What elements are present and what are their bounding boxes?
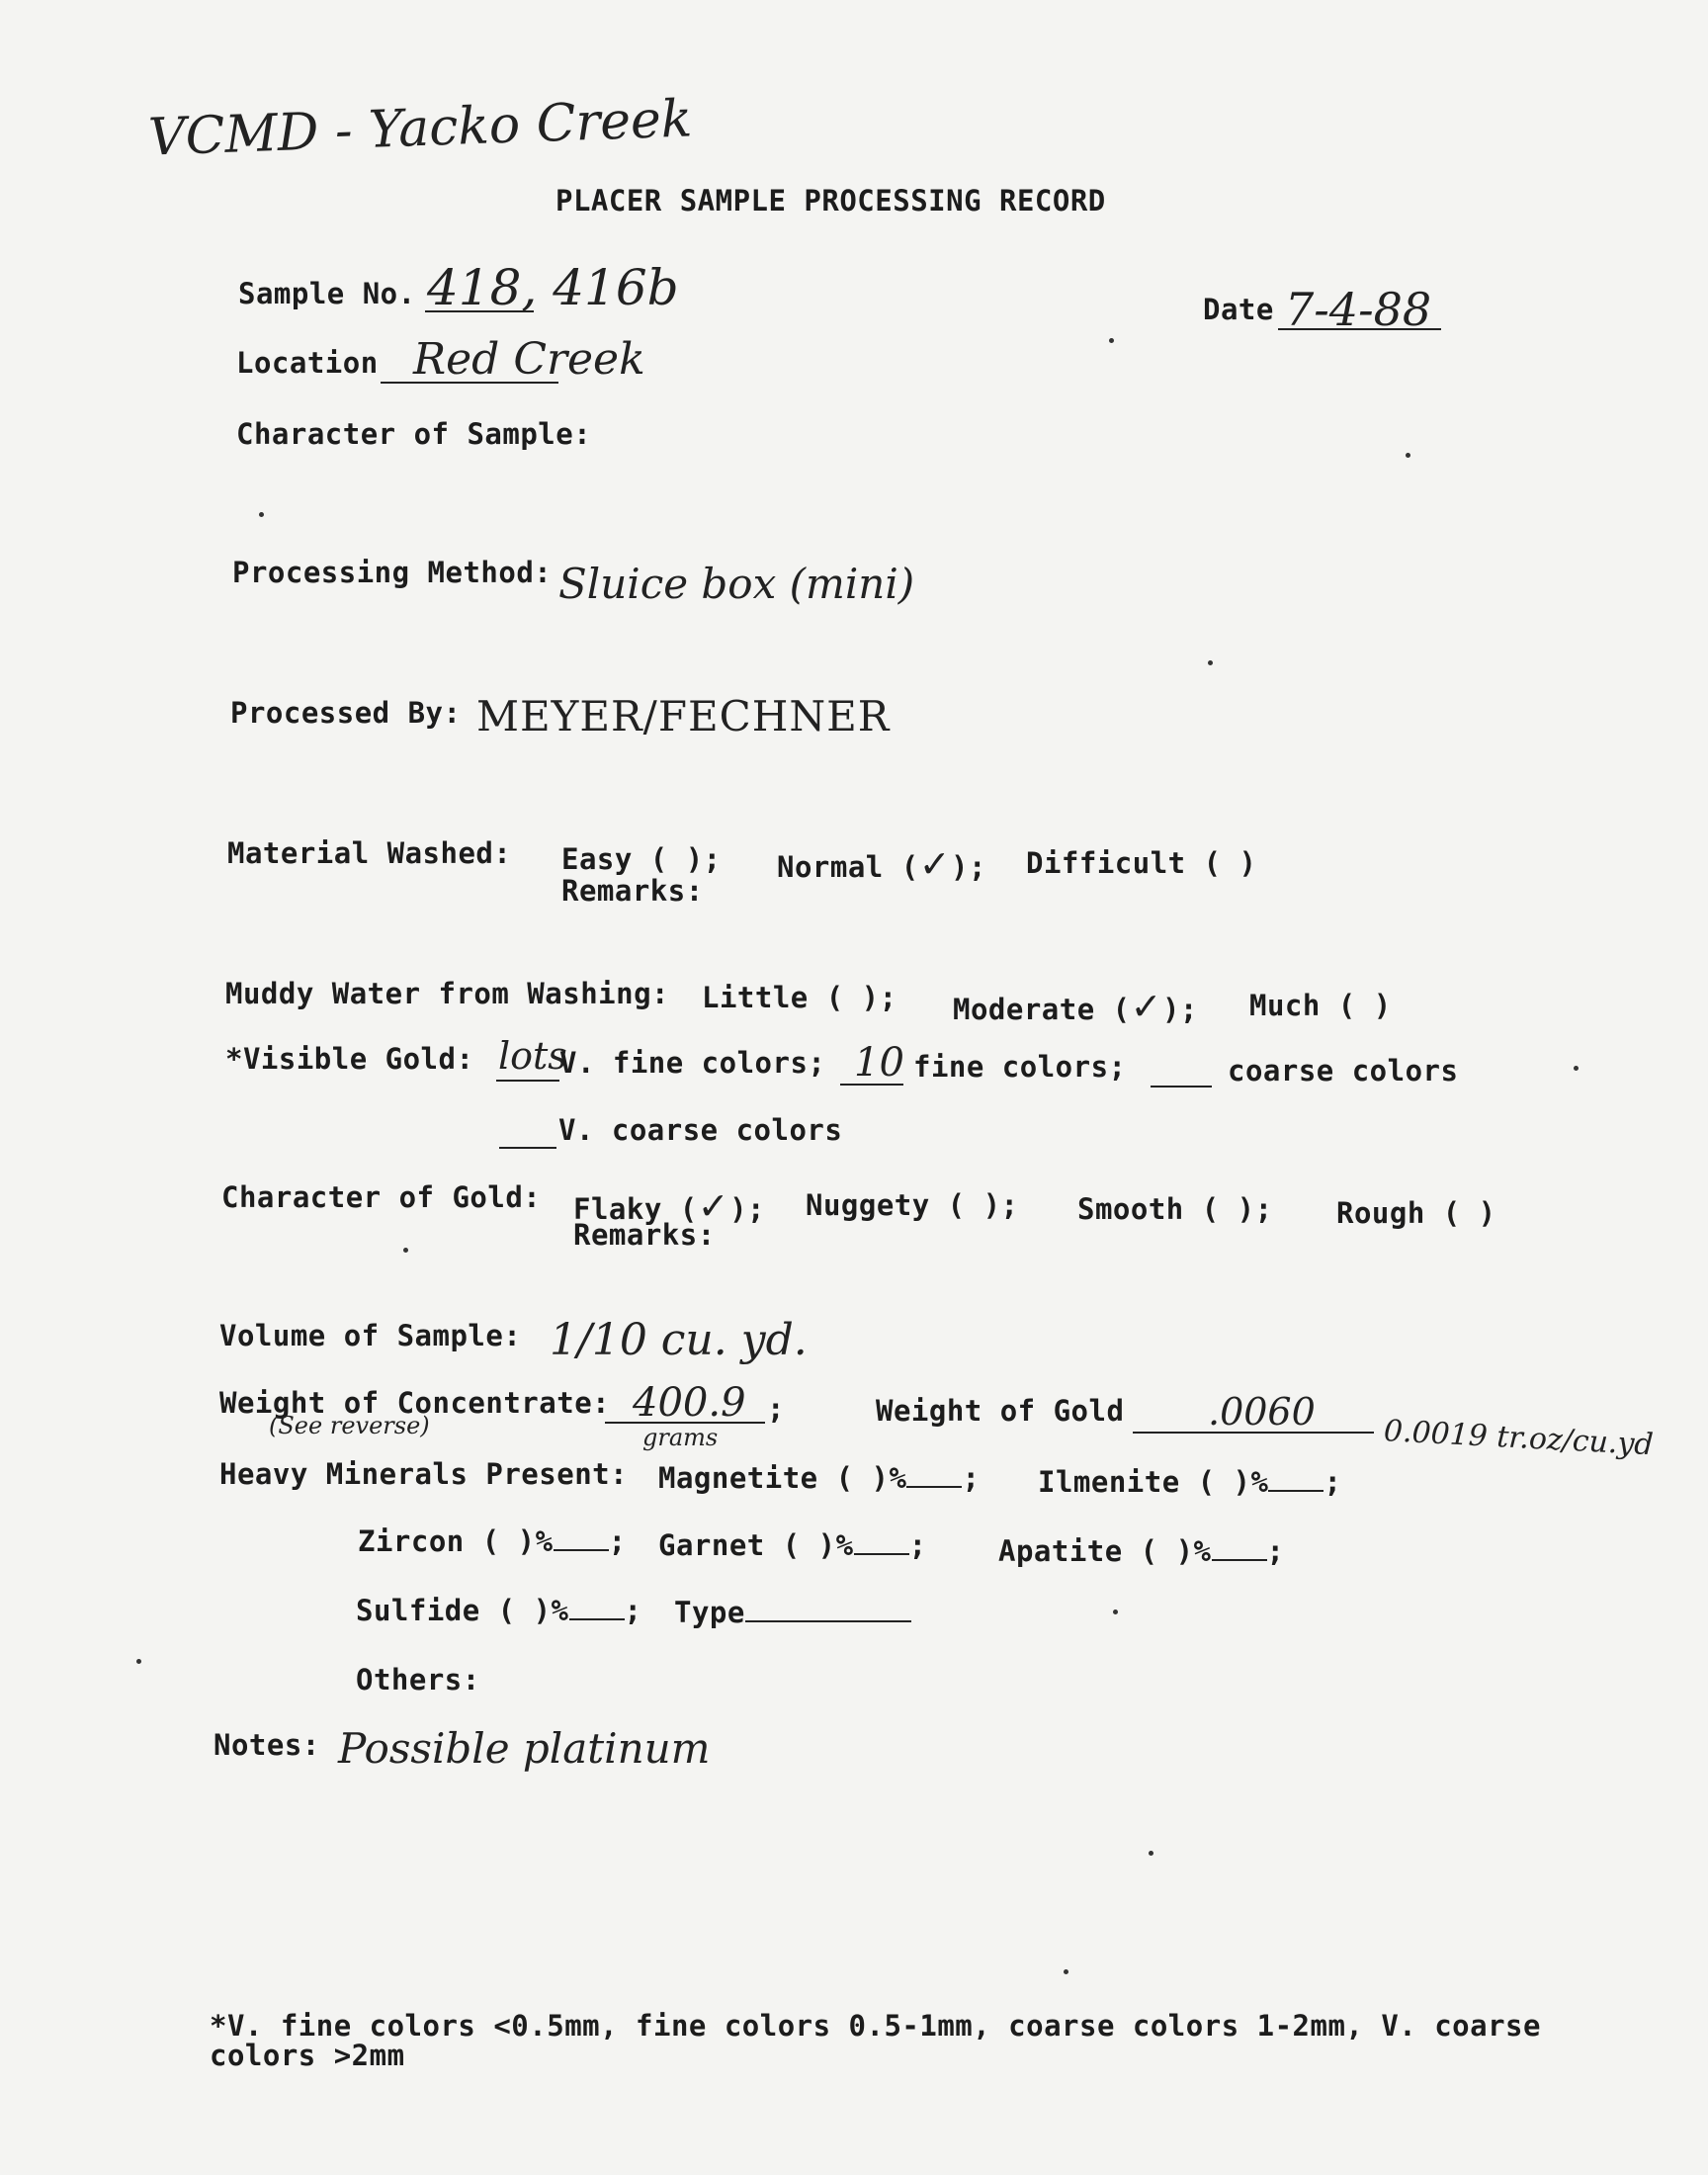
concentrate-value: 400.9 xyxy=(633,1380,746,1426)
scan-speck xyxy=(1406,453,1410,458)
gold-smooth: Smooth ( ); xyxy=(1077,1192,1273,1226)
concentrate-label: Weight of Concentrate: xyxy=(219,1386,611,1420)
magnetite-item: Magnetite ( )% ; xyxy=(658,1461,981,1495)
concentrate-note: (See reverse) xyxy=(269,1412,430,1439)
visible-gold-vcoarse-label: V. coarse colors xyxy=(558,1113,843,1147)
notes-value: Possible platinum xyxy=(338,1724,711,1773)
scan-speck xyxy=(259,512,264,517)
visible-gold-vfine-label: V. fine colors; xyxy=(559,1046,826,1080)
concentrate-units: grams xyxy=(642,1424,719,1451)
concentrate-semicolon: ; xyxy=(767,1392,785,1426)
scan-speck xyxy=(1064,1969,1068,1974)
processing-method-value: Sluice box (mini) xyxy=(558,560,915,608)
muddy-water-moderate: Moderate (✓); xyxy=(953,985,1198,1028)
material-washed-difficult: Difficult ( ) xyxy=(1026,846,1257,880)
material-washed-easy: Easy ( ); xyxy=(561,842,722,876)
gold-nuggety: Nuggety ( ); xyxy=(806,1188,1019,1222)
moderate-check-icon: ✓ xyxy=(1130,985,1162,1028)
vfine-underline xyxy=(496,1080,559,1082)
volume-label: Volume of Sample: xyxy=(219,1319,522,1352)
normal-check-icon: ✓ xyxy=(918,842,952,886)
type-item: Type xyxy=(674,1596,911,1629)
location-underline xyxy=(381,382,558,384)
location-label: Location xyxy=(236,346,379,380)
muddy-water-label: Muddy Water from Washing: xyxy=(225,977,669,1010)
visible-gold-fine-label: fine colors; xyxy=(913,1050,1127,1084)
apatite-item: Apatite ( )% ; xyxy=(998,1534,1285,1568)
date-label: Date xyxy=(1203,293,1274,326)
sample-no-label: Sample No. xyxy=(238,277,416,310)
scan-speck xyxy=(136,1659,141,1664)
scan-speck xyxy=(1113,1610,1118,1614)
gold-weight-extra: 0.0019 tr.oz/cu.yd xyxy=(1383,1414,1655,1463)
vcoarse-underline xyxy=(499,1147,556,1149)
visible-gold-label: *Visible Gold: xyxy=(225,1042,474,1076)
ilmenite-item: Ilmenite ( )% ; xyxy=(1038,1465,1342,1499)
scan-speck xyxy=(1208,660,1213,665)
gold-flaky: Flaky (✓); xyxy=(573,1184,765,1228)
flaky-check-icon: ✓ xyxy=(697,1184,730,1228)
gold-rough: Rough ( ) xyxy=(1336,1196,1496,1230)
location-value: Red Creek xyxy=(413,334,645,385)
sulfide-item: Sulfide ( )% ; xyxy=(356,1594,642,1627)
fine-underline xyxy=(840,1084,903,1086)
coarse-underline xyxy=(1151,1086,1212,1088)
form-title: PLACER SAMPLE PROCESSING RECORD xyxy=(555,184,1106,218)
footnote-line-2: colors >2mm xyxy=(210,2039,405,2072)
notes-label: Notes: xyxy=(214,1728,320,1762)
scan-speck xyxy=(1149,1851,1153,1856)
muddy-water-little: Little ( ); xyxy=(702,981,897,1014)
character-of-sample-label: Character of Sample: xyxy=(236,417,592,451)
volume-value: 1/10 cu. yd. xyxy=(550,1315,808,1365)
material-washed-normal: Normal (✓); xyxy=(777,842,986,886)
date-underline xyxy=(1278,328,1441,330)
material-washed-label: Material Washed: xyxy=(227,836,512,870)
scan-speck xyxy=(403,1248,408,1253)
visible-gold-coarse-label: coarse colors xyxy=(1228,1054,1459,1088)
garnet-item: Garnet ( )% ; xyxy=(658,1528,927,1562)
processed-by-value: MEYER/FECHNER xyxy=(476,692,891,740)
processing-method-label: Processing Method: xyxy=(232,556,553,589)
processed-by-label: Processed By: xyxy=(230,696,462,730)
character-of-gold-label: Character of Gold: xyxy=(221,1180,542,1214)
footnote-line-1: *V. fine colors <0.5mm, fine colors 0.5-1mm, coarse colors 1-2mm, V. coarse xyxy=(210,2009,1541,2043)
sample-no-value: 418, 416b xyxy=(427,259,679,316)
material-washed-remarks: Remarks: xyxy=(561,874,704,908)
visible-gold-vfine-count: lots xyxy=(498,1034,567,1078)
gold-weight-value: .0060 xyxy=(1208,1390,1316,1434)
gold-weight-underline xyxy=(1133,1432,1374,1434)
gold-remarks: Remarks: xyxy=(573,1218,716,1252)
date-value: 7-4-88 xyxy=(1285,283,1432,336)
sample-no-underline xyxy=(425,310,534,312)
handwritten-header: VCMD - Yacko Creek xyxy=(147,89,694,168)
gold-weight-label: Weight of Gold xyxy=(876,1394,1125,1428)
muddy-water-much: Much ( ) xyxy=(1249,989,1392,1022)
scan-speck xyxy=(1109,338,1114,343)
visible-gold-fine-count: 10 xyxy=(854,1040,904,1086)
heavy-minerals-label: Heavy Minerals Present: xyxy=(219,1457,629,1491)
zircon-item: Zircon ( )% ; xyxy=(358,1524,627,1558)
others-label: Others: xyxy=(356,1663,480,1696)
scan-speck xyxy=(1574,1066,1579,1071)
